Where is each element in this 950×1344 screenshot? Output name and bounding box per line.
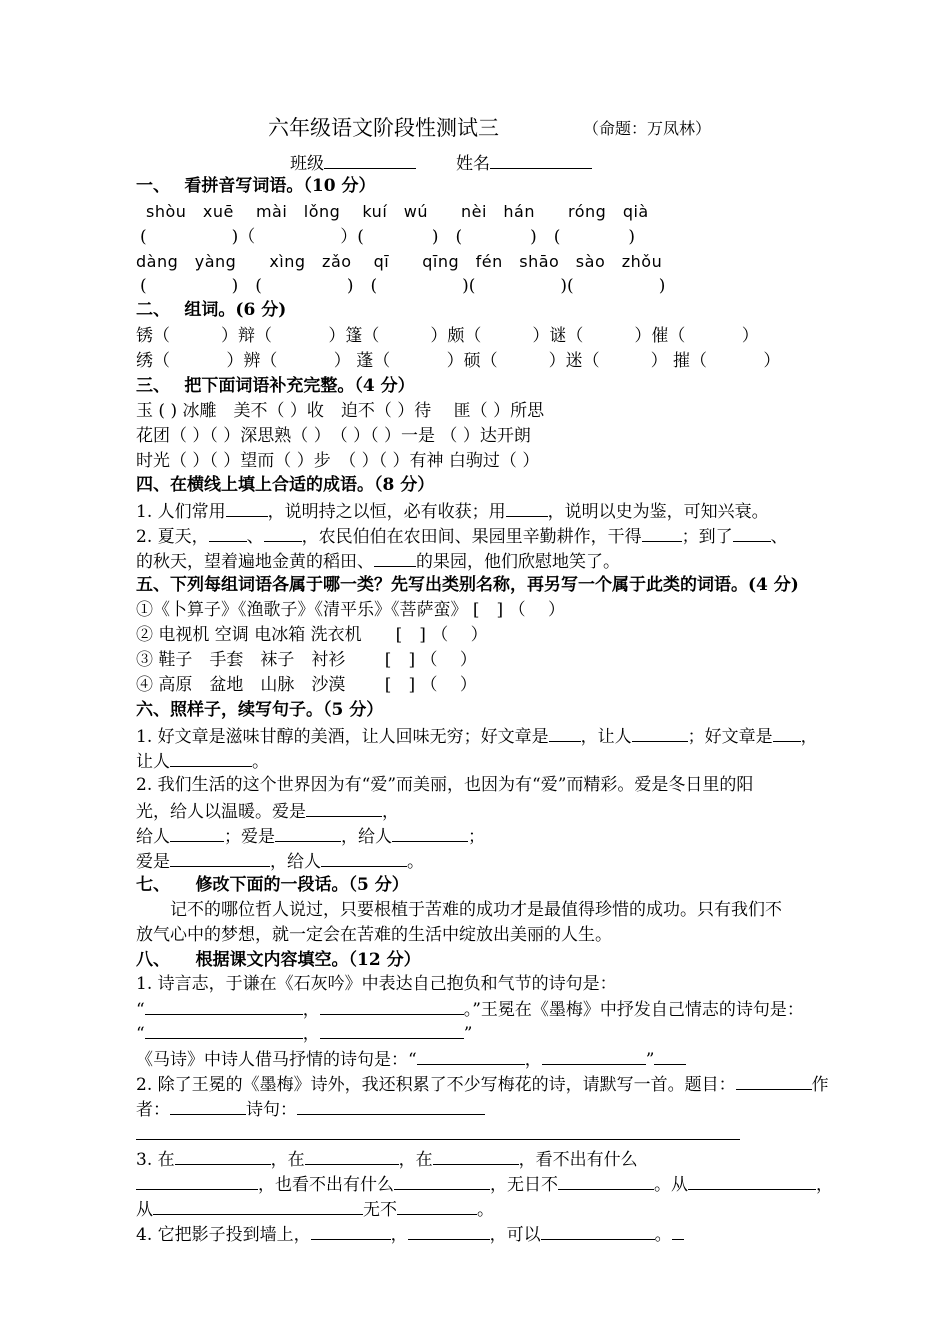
q6-text: 。 xyxy=(252,752,269,772)
q4-text: 、 xyxy=(246,527,264,547)
blank-tail xyxy=(654,1046,686,1065)
page-title: 六年级语文阶段性测试三 xyxy=(268,116,499,140)
q6-text: ， xyxy=(800,727,818,747)
name-blank[interactable] xyxy=(490,150,592,169)
answer-parens-row-1[interactable]: ( )（ ）( ) ( ) ( ) xyxy=(140,227,636,247)
q8-text: 4. 它把影子投到墙上， xyxy=(136,1225,311,1245)
q4-text: ，农民伯伯在农田间、果园里辛勤耕作，干得 xyxy=(301,527,642,547)
blank[interactable] xyxy=(145,1020,303,1039)
q4-text: ；到了 xyxy=(681,527,733,547)
q4-line-2 xyxy=(136,523,788,549)
section-5-heading: 五、下列每组词语各属于哪一类？先写出类别名称，再另写一个属于此类的词语。(4 分) xyxy=(136,575,799,595)
blank[interactable] xyxy=(311,1221,391,1240)
blank[interactable] xyxy=(433,1146,519,1165)
q6-text: 给人 xyxy=(136,827,170,847)
q4-text: ，说明以史为鉴，可知兴衰。 xyxy=(547,502,769,522)
paragraph-line-1: 记不的哪位哲人说过，只要根植于苦难的成功才是最值得珍惜的成功。只有我们不 xyxy=(136,900,782,920)
q6-text: 爱是 xyxy=(136,852,170,872)
blank[interactable] xyxy=(394,1171,490,1190)
blank[interactable] xyxy=(542,1046,646,1065)
q8-text: 。从 xyxy=(654,1175,688,1195)
answer-line[interactable] xyxy=(136,1139,740,1140)
q8-line-4 xyxy=(136,1046,686,1072)
q6-text: 1. 好文章是滋味甘醇的美酒，让人回味无穷；好文章是 xyxy=(136,727,549,747)
q8-text: ， xyxy=(390,1225,408,1245)
q8-text: ，看不出有什么 xyxy=(518,1150,638,1170)
class-label: 班级 xyxy=(290,154,324,174)
comma: ， xyxy=(524,1050,542,1070)
section-2-heading: 二、 组词。(6 分) xyxy=(136,300,287,320)
blank[interactable] xyxy=(305,1146,399,1165)
section-4-heading: 四、在横线上填上合适的成语。（8 分） xyxy=(136,475,435,495)
pinyin-row-2: dàng yàng xìng zǎo qī qīng fén shāo sào zhǒu xyxy=(136,252,663,271)
q6-text: 让人 xyxy=(136,752,170,772)
q8-text: 作 xyxy=(811,1075,829,1095)
blank[interactable] xyxy=(773,723,801,742)
blank[interactable] xyxy=(321,848,407,867)
q8-text: ，可以 xyxy=(489,1225,541,1245)
student-info-row xyxy=(290,150,592,176)
q4-text: ，说明持之以恒，必有收获；用 xyxy=(267,502,506,522)
category-row-3[interactable]: ③ 鞋子 手套 袜子 衬衫 [ ] （ ） xyxy=(136,650,477,670)
section-1-heading: 一、 看拼音写词语。（10 分） xyxy=(136,176,376,196)
q8-text: 。 xyxy=(477,1200,494,1220)
q8-text: ， xyxy=(816,1175,833,1195)
blank[interactable] xyxy=(688,1171,816,1190)
q8-text: ，在 xyxy=(270,1150,305,1170)
q6-text: ， xyxy=(382,802,399,822)
q6-line-4 xyxy=(136,798,399,824)
idiom-row-2[interactable]: 花团（ ）（ ）深思熟（ ） （ ）（ ）一是 （ ）达开朗 xyxy=(136,426,531,446)
blank[interactable] xyxy=(170,823,224,842)
blank[interactable] xyxy=(275,823,341,842)
q6-text: ； xyxy=(468,827,485,847)
quote-mark: ” xyxy=(463,1024,473,1044)
q8-line-3 xyxy=(136,1020,472,1046)
blank-tail xyxy=(672,1221,684,1240)
blank[interactable] xyxy=(306,798,382,817)
quote-mark: “ xyxy=(136,1000,145,1020)
q8-text: 《马诗》中诗人借马抒情的诗句是：“ xyxy=(136,1050,417,1070)
blank[interactable] xyxy=(642,523,682,542)
q8-line-2 xyxy=(136,996,804,1022)
blank[interactable] xyxy=(392,823,468,842)
blank[interactable] xyxy=(397,1196,477,1215)
q8-text: 诗句： xyxy=(246,1100,297,1120)
q4-text: 1. 人们常用 xyxy=(136,502,226,522)
pinyin-row-1: shòu xuē mài lǒng kuí wú nèi hán róng qià xyxy=(146,202,649,221)
q6-text: ，给人 xyxy=(270,852,321,872)
section-7-heading: 七、 修改下面的一段话。（5 分） xyxy=(136,875,409,895)
q6-line-2 xyxy=(136,748,269,774)
q8-line-8 xyxy=(136,1171,833,1197)
q8-text: ，在 xyxy=(398,1150,433,1170)
blank[interactable] xyxy=(170,748,252,767)
name-label: 姓名 xyxy=(456,154,490,174)
author-note: （命题：万凤林） xyxy=(583,119,712,138)
q8-line-10 xyxy=(136,1221,684,1247)
q6-text: ，给人 xyxy=(341,827,392,847)
word-group-row-1[interactable]: 锈（ ）辩（ ）篷（ ）颇（ ）谜（ ）催（ ） xyxy=(136,326,759,346)
blank[interactable] xyxy=(733,523,771,542)
blank[interactable] xyxy=(632,723,688,742)
blank[interactable] xyxy=(374,548,416,567)
q6-text: ；爱是 xyxy=(224,827,275,847)
blank[interactable] xyxy=(170,1096,246,1115)
q6-text: 光，给人以温暖。爱是 xyxy=(136,802,306,822)
q6-text: ，让人 xyxy=(580,727,632,747)
q8-line-6 xyxy=(136,1096,485,1122)
category-row-4[interactable]: ④ 高原 盆地 山脉 沙漠 [ ] （ ） xyxy=(136,675,477,695)
category-row-1[interactable]: ①《卜算子》《渔歌子》《清平乐》《菩萨蛮》 [ ] （ ） xyxy=(136,600,565,620)
q6-line-3: 2. 我们生活的这个世界因为有“爱”而美丽，也因为有“爱”而精彩。爱是冬日里的阳 xyxy=(136,775,754,795)
q4-text: 、 xyxy=(770,527,788,547)
q8-text: 从 xyxy=(136,1200,153,1220)
section-8-heading: 八、 根据课文内容填空。（12 分） xyxy=(136,950,421,970)
idiom-row-3[interactable]: 时光（ ）（ ）望而（ ）步 （ ）（ ）有神 白驹过（ ） xyxy=(136,451,540,471)
blank[interactable] xyxy=(506,498,548,517)
blank[interactable] xyxy=(175,1146,271,1165)
blank[interactable] xyxy=(408,1221,490,1240)
q8-line-9 xyxy=(136,1196,494,1222)
q8-text: 。”王冕在《墨梅》中抒发自己情志的诗句是： xyxy=(463,1000,804,1020)
word-group-row-2[interactable]: 绣（ ）辨（ ） 蓬（ ）硕（ ）迷（ ） 摧（ ） xyxy=(136,351,781,371)
q8-text: 3. 在 xyxy=(136,1150,175,1170)
blank[interactable] xyxy=(320,1020,464,1039)
answer-parens-row-2[interactable]: ( ) ( ) ( )( )( ) xyxy=(140,276,666,296)
section-3-heading: 三、 把下面词语补充完整。（4 分） xyxy=(136,376,415,396)
q8-line-5 xyxy=(136,1071,829,1097)
q6-text: 。 xyxy=(407,852,424,872)
q4-text: 2. 夏天， xyxy=(136,527,209,547)
blank[interactable] xyxy=(264,523,302,542)
q4-text: 的果园，他们欣慰地笑了。 xyxy=(416,552,620,572)
category-row-2[interactable]: ② 电视机 空调 电冰箱 洗衣机 [ ] （ ） xyxy=(136,625,488,645)
q6-line-6 xyxy=(136,848,424,874)
blank[interactable] xyxy=(541,1221,655,1240)
q6-line-5 xyxy=(136,823,485,849)
paragraph-line-2: 放气心中的梦想，就一定会在苦难的生活中绽放出美丽的人生。 xyxy=(136,925,612,945)
blank[interactable] xyxy=(297,1096,485,1115)
q8-text: 2. 除了王冕的《墨梅》诗外，我还积累了不少写梅花的诗，请默写一首。题目： xyxy=(136,1075,736,1095)
blank[interactable] xyxy=(209,523,247,542)
blank[interactable] xyxy=(145,996,303,1015)
blank[interactable] xyxy=(153,1196,363,1215)
blank[interactable] xyxy=(417,1046,525,1065)
q8-text: 无不 xyxy=(363,1200,397,1220)
blank[interactable] xyxy=(170,848,270,867)
q8-text: 者： xyxy=(136,1100,170,1120)
section-6-heading: 六、照样子，续写句子。（5 分） xyxy=(136,700,384,720)
class-blank[interactable] xyxy=(324,150,416,169)
blank[interactable] xyxy=(226,498,268,517)
comma: ， xyxy=(302,1024,320,1044)
q4-line-3 xyxy=(136,548,620,574)
q4-line-1 xyxy=(136,498,769,524)
idiom-row-1[interactable]: 玉 ( ) 冰雕 美不（ ）收 迫不（ ）待 匪（ ）所思 xyxy=(136,401,545,421)
q8-text: 。 xyxy=(654,1225,672,1245)
q8-line-1: 1. 诗言志，于谦在《石灰吟》中表达自己抱负和气节的诗句是： xyxy=(136,974,617,994)
q8-line-7 xyxy=(136,1146,638,1172)
q6-text: ；好文章是 xyxy=(687,727,773,747)
q8-text: ，也看不出有什么 xyxy=(258,1175,394,1195)
comma: ， xyxy=(302,1000,320,1020)
q6-line-1 xyxy=(136,723,818,749)
blank[interactable] xyxy=(736,1071,812,1090)
quote-mark: “ xyxy=(136,1024,145,1044)
q4-text: 的秋天，望着遍地金黄的稻田、 xyxy=(136,552,374,572)
blank[interactable] xyxy=(320,996,464,1015)
blank[interactable] xyxy=(136,1171,258,1190)
q8-text: ，无日不 xyxy=(490,1175,558,1195)
blank[interactable] xyxy=(558,1171,654,1190)
quote-mark: ” xyxy=(645,1050,655,1070)
blank[interactable] xyxy=(549,723,581,742)
